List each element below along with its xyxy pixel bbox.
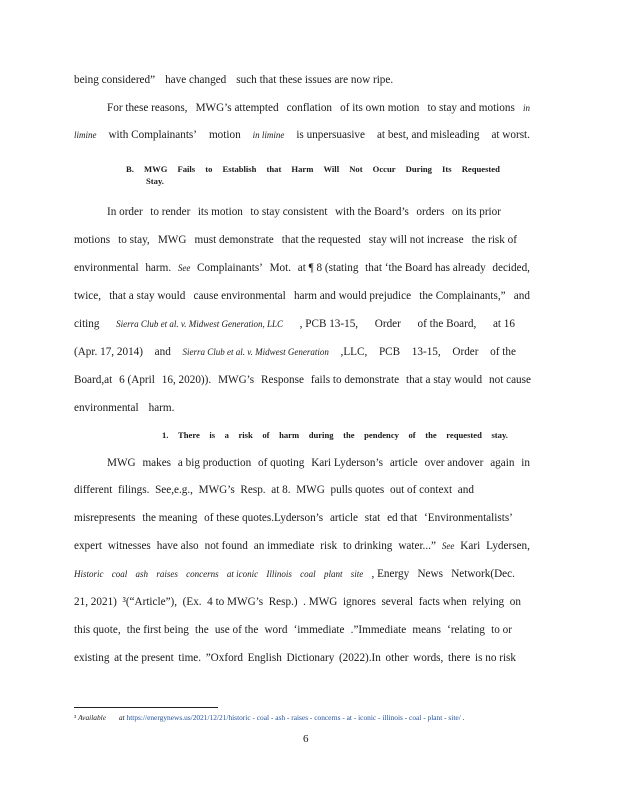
text-fragment: with the Board’s [334, 206, 409, 218]
text-fragment: is unpersuasive [296, 129, 365, 141]
text-fragment: on its prior [451, 206, 501, 218]
text-fragment: at ¶ 8 (stating [297, 262, 359, 274]
text-fragment: PCB [378, 346, 401, 358]
text-fragment: ed that [387, 512, 418, 524]
footnote-end: . [462, 713, 465, 722]
text-fragment: citing [74, 318, 100, 330]
text-fragment: , Energy [371, 568, 410, 580]
italic-text: in limine [252, 130, 285, 140]
text-fragment: that ‘the Board has already [365, 262, 486, 274]
text-fragment: MWG’s [218, 374, 255, 386]
text-line [74, 289, 530, 303]
italic-text: site [350, 569, 364, 579]
text-fragment: is no risk [474, 652, 516, 664]
text-fragment: the risk of [471, 234, 517, 246]
footnote-label: at [118, 713, 125, 722]
italic-text: at iconic [226, 569, 259, 579]
text-fragment: Kari Lyderson’s [311, 457, 383, 469]
text-line [74, 261, 530, 275]
text-line [74, 483, 474, 497]
text-fragment: at worst. [491, 129, 530, 141]
text-fragment: and [513, 290, 530, 302]
text-fragment: have changed [165, 74, 227, 86]
heading-word: pendency [364, 430, 399, 440]
text-fragment: Order [374, 318, 401, 330]
heading-word: a [224, 430, 229, 440]
italic-text: plant [323, 569, 343, 579]
text-fragment: English [247, 652, 282, 664]
italic-text: coal [300, 569, 316, 579]
text-fragment: there [447, 652, 471, 664]
italic-text: Sierra Club et al. v. Midwest Generation, LLC [116, 319, 283, 329]
heading-word: Stay. [146, 176, 164, 186]
text-fragment: 4 to MWG’s [207, 596, 264, 608]
text-fragment: .”Immediate [350, 624, 407, 636]
text-fragment: (Ex. [182, 596, 202, 608]
text-fragment: not cause [489, 374, 531, 386]
text-fragment: over andover [424, 457, 484, 469]
italic-text: See [441, 541, 455, 551]
text-fragment: article [389, 457, 418, 469]
section-heading-wrap [146, 176, 164, 187]
text-fragment: at the present [114, 652, 174, 664]
text-fragment: water...” [398, 540, 436, 552]
heading-word: harm [279, 430, 300, 440]
text-line [74, 511, 513, 525]
text-fragment: conflation [286, 102, 333, 114]
text-fragment: have also [156, 540, 199, 552]
heading-word: during [308, 430, 334, 440]
text-fragment: environmental [74, 262, 139, 274]
text-fragment: 21, 2021) [74, 596, 117, 608]
heading-word: Occur [372, 164, 396, 174]
text-line [107, 101, 530, 115]
text-line [74, 623, 512, 637]
text-fragment: words, [413, 652, 444, 664]
italic-text: ash [135, 569, 149, 579]
text-fragment: to stay and motions [427, 102, 515, 114]
text-fragment: at 8. [271, 484, 291, 496]
text-fragment: MWG [107, 457, 136, 469]
text-fragment: the Complainants,” [419, 290, 506, 302]
text-fragment: MWG [296, 484, 325, 496]
text-fragment: this quote, [74, 624, 121, 636]
text-line [74, 401, 530, 415]
heading-word: Its [442, 164, 452, 174]
text-fragment: MWG’s attempted [195, 102, 279, 114]
text-fragment: article [329, 512, 358, 524]
text-fragment: on [509, 596, 521, 608]
heading-label: B. [126, 164, 134, 174]
text-fragment: News [417, 568, 443, 580]
text-line [107, 456, 530, 470]
text-fragment: existing [74, 652, 110, 664]
text-fragment: Response [261, 374, 304, 386]
text-fragment: stat [364, 512, 381, 524]
text-fragment: Mot. [269, 262, 292, 274]
italic-text: concerns [186, 569, 219, 579]
italic-text: limine [74, 130, 97, 140]
text-fragment: and [457, 484, 474, 496]
heading-word: MWG [143, 164, 168, 174]
text-fragment: ,LLC, [340, 346, 368, 358]
text-fragment: harm and would prejudice [293, 290, 412, 302]
text-fragment: to render [150, 206, 191, 218]
heading-word: Establish [222, 164, 257, 174]
text-fragment: that a stay would [405, 374, 483, 386]
text-fragment: time. [178, 652, 202, 664]
text-fragment: of its own motion [340, 102, 420, 114]
text-fragment: to or [491, 624, 512, 636]
footnote-separator [74, 707, 218, 708]
footnote-marker: ³ [74, 713, 77, 722]
footnote-label: Available [78, 713, 106, 722]
text-fragment: an immediate [253, 540, 315, 552]
text-line [74, 128, 530, 142]
section-heading [126, 164, 500, 175]
text-fragment: MWG’s [198, 484, 235, 496]
text-fragment: Board,at [74, 374, 113, 386]
text-fragment: that a stay would [109, 290, 186, 302]
text-fragment: Dictionary [286, 652, 335, 664]
text-fragment: cause environmental [193, 290, 286, 302]
text-fragment: Network(Dec. [451, 568, 515, 580]
text-fragment: filings. [118, 484, 150, 496]
text-fragment: pulls quotes [330, 484, 385, 496]
text-line [74, 595, 521, 609]
text-fragment: being considered” [74, 74, 156, 86]
heading-word: the [343, 430, 355, 440]
heading-word: the [425, 430, 437, 440]
text-fragment: For these reasons, [107, 102, 188, 114]
heading-word: Harm [291, 164, 314, 174]
text-fragment: harm. [145, 262, 172, 274]
text-fragment: decided, [492, 262, 530, 274]
italic-text: coal [111, 569, 128, 579]
text-fragment: , PCB 13-15, [299, 318, 359, 330]
heading-word: of [262, 430, 270, 440]
text-fragment: makes [142, 457, 172, 469]
text-fragment: (2022).In [338, 652, 381, 664]
text-line [74, 567, 515, 581]
italic-text: Illinois [266, 569, 292, 579]
text-fragment: several [381, 596, 414, 608]
text-line [74, 73, 530, 87]
text-fragment: its motion [197, 206, 243, 218]
text-fragment: of the Board, [417, 318, 477, 330]
text-fragment: 16, 2020)). [161, 374, 212, 386]
text-fragment: risk [320, 540, 338, 552]
heading-word: Requested [461, 164, 500, 174]
heading-word: Fails [177, 164, 196, 174]
text-fragment: and [154, 346, 171, 358]
text-fragment: of these quotes.Lyderson’s [204, 512, 324, 524]
text-line [74, 233, 517, 247]
text-fragment: expert [74, 540, 102, 552]
text-fragment: to drinking [342, 540, 393, 552]
text-fragment: must demonstrate [194, 234, 274, 246]
text-fragment: Complainants’ [197, 262, 263, 274]
text-fragment: 13-15, [411, 346, 441, 358]
text-fragment: in [521, 457, 530, 469]
heading-word: that [266, 164, 282, 174]
text-fragment: In order [107, 206, 143, 218]
text-fragment: at 16 [492, 318, 515, 330]
text-fragment: ”Oxford [205, 652, 243, 664]
text-fragment: twice, [74, 290, 102, 302]
text-fragment: use of the [214, 624, 259, 636]
text-line [74, 317, 515, 331]
heading-word: During [405, 164, 432, 174]
text-line [107, 205, 501, 219]
text-fragment: witnesses [107, 540, 151, 552]
text-fragment: orders [416, 206, 445, 218]
text-fragment: such that these issues are now ripe. [236, 74, 394, 86]
heading-word: requested [446, 430, 482, 440]
text-fragment: harm. [148, 402, 175, 414]
text-fragment: ³(“Article”), [122, 596, 178, 608]
heading-word: risk [238, 430, 253, 440]
italic-text: Sierra Club et al. v. Midwest Generation [182, 347, 329, 357]
text-fragment: 6 (April [119, 374, 155, 386]
text-fragment: relying [472, 596, 505, 608]
text-fragment: with Complainants’ [108, 129, 198, 141]
text-fragment: MWG [157, 234, 187, 246]
text-fragment: to stay, [118, 234, 150, 246]
text-fragment: motions [74, 234, 111, 246]
text-fragment: See,e.g., [155, 484, 193, 496]
footnote-link[interactable]: https://energynews.us/2021/12/21/historic - coal - ash - raises - concerns - at - iconic - illinois - coal - plant - site/ [126, 713, 461, 722]
text-fragment: misrepresents [74, 512, 136, 524]
text-fragment: of quoting [258, 457, 305, 469]
heading-word: There [178, 430, 200, 440]
text-fragment: again [490, 457, 515, 469]
text-fragment: Order [452, 346, 479, 358]
text-fragment: that the requested [281, 234, 361, 246]
heading-word: 1. [162, 430, 169, 440]
text-fragment: not found [204, 540, 248, 552]
text-fragment: stay will not increase [368, 234, 464, 246]
text-fragment: ignores [342, 596, 376, 608]
text-fragment: means [412, 624, 441, 636]
text-fragment: (Apr. 17, 2014) [74, 346, 143, 358]
subsection-heading [162, 430, 508, 441]
italic-text: in [522, 103, 530, 113]
text-fragment: a big production [177, 457, 252, 469]
text-fragment: . MWG [303, 596, 338, 608]
heading-word: Will [323, 164, 340, 174]
heading-word: of [408, 430, 416, 440]
text-fragment: ‘immediate [293, 624, 345, 636]
text-fragment: facts when [418, 596, 467, 608]
text-fragment: fails to demonstrate [310, 374, 400, 386]
text-fragment: Kari [460, 540, 481, 552]
text-fragment: ‘Environmentalists’ [424, 512, 513, 524]
footnote [74, 713, 544, 723]
text-fragment: other [385, 652, 409, 664]
text-fragment: the meaning [142, 512, 198, 524]
text-line [74, 345, 516, 359]
text-fragment: ‘relating [447, 624, 485, 636]
text-line [74, 373, 531, 387]
text-fragment: Lydersen, [486, 540, 530, 552]
text-line [74, 539, 530, 553]
heading-word: stay. [491, 430, 508, 440]
text-fragment: environmental [74, 402, 139, 414]
text-fragment: motion [208, 129, 241, 141]
text-fragment: to stay consistent [250, 206, 328, 218]
text-fragment: the [195, 624, 209, 636]
italic-text: See [177, 263, 191, 273]
italic-text: raises [156, 569, 178, 579]
page-number: 6 [303, 733, 309, 745]
text-fragment: of the [490, 346, 516, 358]
text-fragment: different [74, 484, 113, 496]
text-fragment: word [264, 624, 288, 636]
text-fragment: Resp.) [268, 596, 298, 608]
heading-word: Not [349, 164, 363, 174]
heading-word: to [205, 164, 213, 174]
italic-text: Historic [74, 569, 104, 579]
text-line [74, 651, 516, 665]
text-fragment: Resp. [240, 484, 266, 496]
text-fragment: at best, and misleading [376, 129, 480, 141]
heading-word: is [209, 430, 216, 440]
text-fragment: out of context [389, 484, 453, 496]
text-fragment: the first being [126, 624, 189, 636]
